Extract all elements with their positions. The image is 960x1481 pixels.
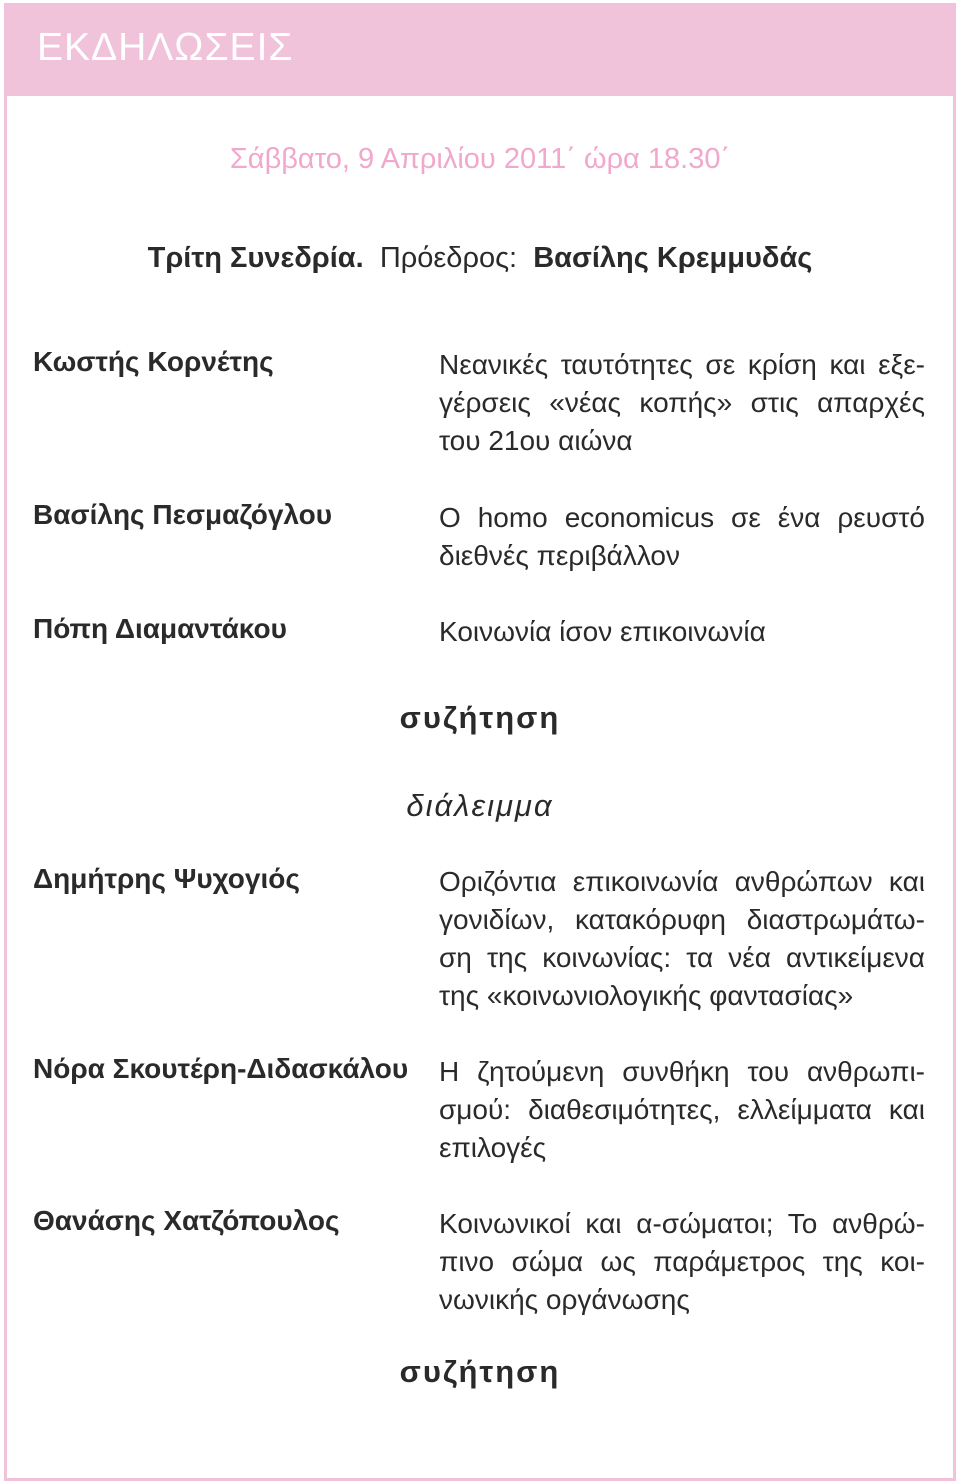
talk-title-line: σμού: διαθεσιμότητες, ελλείμματα και [439, 1094, 925, 1125]
header-band [7, 6, 953, 96]
page-frame [4, 3, 956, 1481]
page-title: ΕΚΔΗΛΩΣΕΙΣ [37, 26, 294, 69]
talk-title [439, 1053, 925, 1167]
break-label: διάλειμμα [406, 788, 554, 823]
speaker-name: Βασίλης Πεσμαζόγλου [33, 499, 333, 530]
discussion-label: συζήτηση [399, 1354, 561, 1389]
talk-title-line: Οριζόντια επικοινωνία ανθρώπων και [439, 866, 925, 897]
speaker-name: Νόρα Σκουτέρη-Διδασκάλου [33, 1053, 409, 1084]
talk-title-line: Κοινωνικοί και α-σώματοι; Το ανθρώ- [439, 1208, 925, 1239]
session-name: Τρίτη Συνεδρία. [147, 242, 364, 274]
talk-title [439, 613, 925, 651]
talk-title [439, 863, 925, 1015]
speaker-name: Πόπη Διαμαντάκου [33, 613, 287, 644]
session-heading [7, 242, 953, 275]
speaker-name: Θανάσης Χατζόπουλος [33, 1205, 340, 1236]
talk-title [439, 1205, 925, 1319]
chair-label: Πρόεδρος: [379, 242, 518, 274]
talk-title-line: του 21ου αιώνα [439, 425, 633, 456]
talk-title-line: της «κοινωνιολογικής φαντασίας» [439, 980, 854, 1011]
speaker-name: Δημήτρης Ψυχογιός [33, 863, 300, 894]
talk-title-line: γέρσεις «νέας κοπής» στις απαρχές [439, 387, 925, 418]
talk-title [439, 346, 925, 460]
talk-title-line: ση της κοινωνίας: τα νέα αντικείμενα [439, 942, 925, 973]
discussion-label: συζήτηση [399, 700, 561, 735]
talk-title-line: Νεανικές ταυτότητες σε κρίση και εξε- [439, 349, 925, 380]
talk-title-line: πινο σώμα ως παράμετρος της κοι- [439, 1246, 925, 1277]
talk-title-line: νωνικής οργάνωσης [439, 1284, 690, 1315]
talk-title-line: διεθνές περιβάλλον [439, 540, 681, 571]
talk-title-line: επιλογές [439, 1132, 547, 1163]
talk-title-line: Κοινωνία ίσον επικοινωνία [439, 616, 766, 647]
chair-name: Βασίλης Κρεμμυδάς [533, 242, 813, 274]
speaker-name: Κωστής Κορνέτης [33, 346, 274, 377]
talk-title-line: Ο homo economicus σε ένα ρευστό [439, 502, 925, 533]
talk-title-line: Η ζητούμενη συνθήκη του ανθρωπι- [439, 1056, 925, 1087]
talk-title-line: γονιδίων, κατακόρυφη διαστρωμάτω- [439, 904, 925, 935]
event-date: Σάββατο, 9 Απριλίου 2011΄ ώρα 18.30΄ [229, 143, 731, 175]
talk-title [439, 499, 925, 575]
